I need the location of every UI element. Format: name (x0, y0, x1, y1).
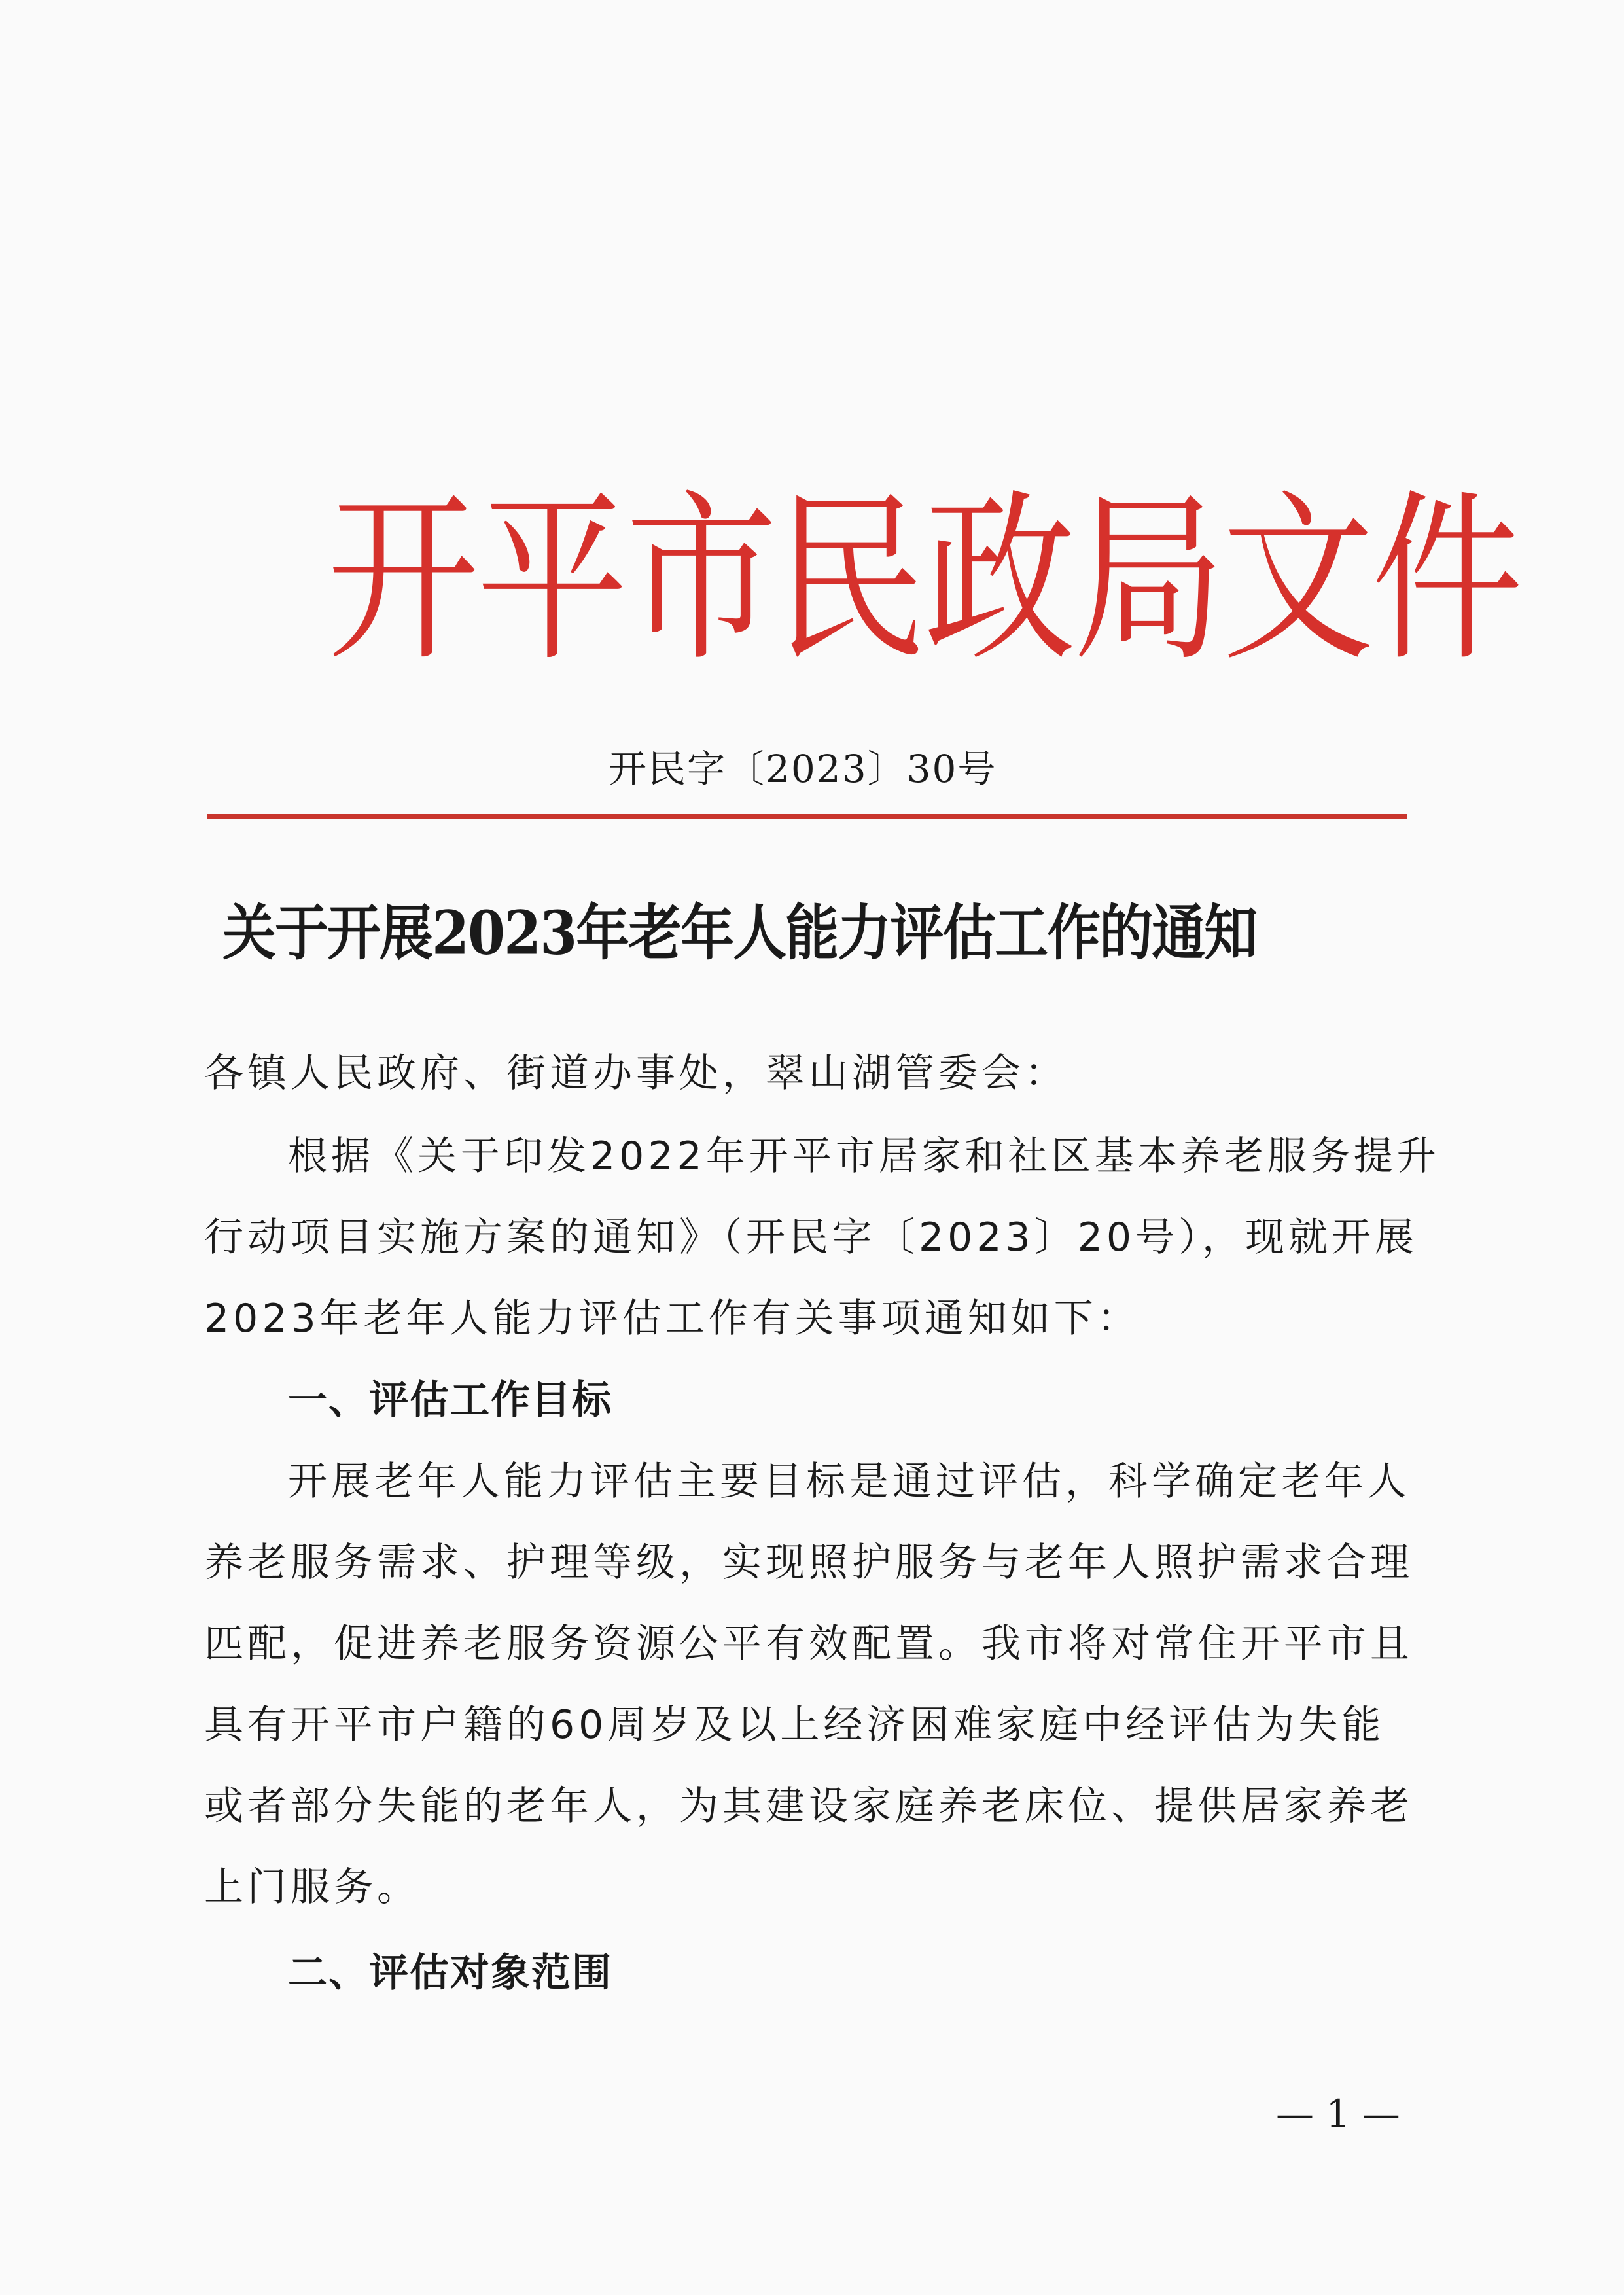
section-1-line-6: 上门服务。 (204, 1864, 420, 1910)
section-1-line-5: 或者部分失能的老年人，为其建设家庭养老床位、提供居家养老 (204, 1783, 1413, 1829)
document-title: 关于开展2023年老年人能力评估工作的通知 (222, 898, 1257, 969)
red-divider-rule (207, 814, 1407, 819)
document-number: 开民字〔2023〕30号 (609, 747, 997, 791)
section-1-line-1: 开展老年人能力评估主要目标是通过评估，科学确定老年人 (288, 1459, 1411, 1504)
intro-line-2: 行动项目实施方案的通知》（开民字〔2023〕20号），现就开展 (204, 1215, 1419, 1260)
section-1-line-2: 养老服务需求、护理等级，实现照护服务与老年人照护需求合理 (204, 1540, 1413, 1586)
intro-line-1: 根据《关于印发2022年开平市居家和社区基本养老服务提升 (288, 1133, 1440, 1179)
section-heading-2: 二、评估对象范围 (288, 1950, 612, 1996)
addressee-line: 各镇人民政府、街道办事处，翠山湖管委会： (204, 1050, 1068, 1096)
page-number: — 1 — (1276, 2091, 1400, 2136)
section-1-line-4: 具有开平市户籍的60周岁及以上经济困难家庭中经评估为失能 (204, 1702, 1385, 1748)
intro-line-3: 2023年老年人能力评估工作有关事项通知如下： (204, 1296, 1140, 1342)
issuer-header-title: 开平市民政局文件 (327, 474, 1521, 686)
section-heading-1: 一、评估工作目标 (288, 1378, 612, 1423)
section-1-line-3: 匹配，促进养老服务资源公平有效配置。我市将对常住开平市且 (204, 1621, 1413, 1667)
